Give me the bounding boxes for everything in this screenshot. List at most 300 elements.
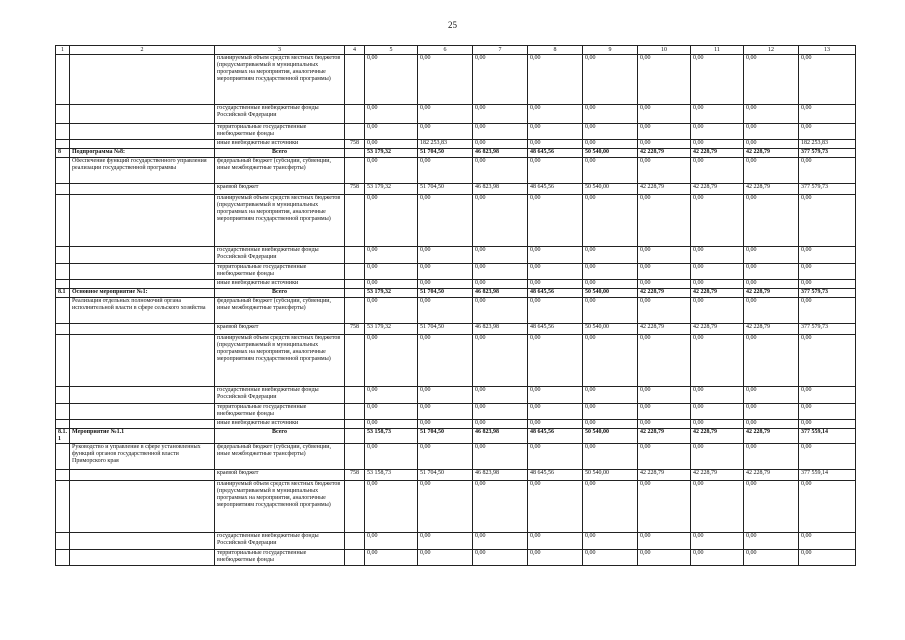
value-cell: 42 228,79 <box>691 149 744 158</box>
value-cell: 0,00 <box>528 533 583 550</box>
value-cell: 0,00 <box>418 105 473 124</box>
value-cell: 46 823,98 <box>473 184 528 195</box>
value-cell: 0,00 <box>528 158 583 184</box>
value-cell: 0,00 <box>418 335 473 387</box>
value-cell: 0,00 <box>744 55 799 105</box>
row-number-cell <box>56 264 70 280</box>
value-cell: 42 228,79 <box>691 289 744 298</box>
header-cell: 8 <box>528 46 583 55</box>
value-cell: 0,00 <box>799 444 856 470</box>
value-cell: 0,00 <box>744 140 799 149</box>
value-cell: 0,00 <box>473 298 528 324</box>
value-cell: 0,00 <box>365 247 418 264</box>
value-cell: 0,00 <box>691 298 744 324</box>
table-header-row <box>56 46 856 55</box>
table-row <box>56 195 856 247</box>
value-cell: 42 228,79 <box>691 470 744 481</box>
value-cell: 46 823,98 <box>473 324 528 335</box>
budget-table <box>55 45 856 566</box>
value-cell: 42 228,79 <box>744 149 799 158</box>
value-cell: 42 228,79 <box>691 184 744 195</box>
program-name-cell: Обеспечение функций государственного управления реализации государственной программы <box>70 158 215 184</box>
value-cell: 0,00 <box>691 533 744 550</box>
value-cell: 0,00 <box>528 481 583 533</box>
value-cell: 0,00 <box>418 420 473 429</box>
funding-source-cell: территориальные государственные внебюджетные фонды <box>215 124 345 140</box>
value-cell: 0,00 <box>799 264 856 280</box>
grbs-code-cell <box>345 429 365 444</box>
value-cell: 0,00 <box>473 280 528 289</box>
program-name-cell: Руководство и управление в сфере установленных функций органов государственной власти Приморского края <box>70 444 215 470</box>
value-cell: 0,00 <box>744 195 799 247</box>
row-number-cell <box>56 444 70 470</box>
program-name-cell <box>70 324 215 335</box>
value-cell: 0,00 <box>418 550 473 566</box>
value-cell: 0,00 <box>365 420 418 429</box>
grbs-code-cell <box>345 289 365 298</box>
program-name-cell <box>70 470 215 481</box>
value-cell: 0,00 <box>583 247 638 264</box>
header-cell: 5 <box>365 46 418 55</box>
value-cell: 0,00 <box>365 105 418 124</box>
value-cell: 50 540,00 <box>583 184 638 195</box>
value-cell: 0,00 <box>691 158 744 184</box>
value-cell: 51 704,50 <box>418 324 473 335</box>
value-cell: 42 228,79 <box>691 324 744 335</box>
value-cell: 0,00 <box>691 420 744 429</box>
value-cell: 0,00 <box>583 195 638 247</box>
grbs-code-cell: 758 <box>345 140 365 149</box>
value-cell: 48 645,56 <box>528 470 583 481</box>
value-cell: 0,00 <box>365 140 418 149</box>
grbs-code-cell <box>345 55 365 105</box>
value-cell: 0,00 <box>638 264 691 280</box>
grbs-code-cell <box>345 481 365 533</box>
funding-source-cell: краевой бюджет <box>215 324 345 335</box>
value-cell: 48 645,56 <box>528 324 583 335</box>
value-cell: 0,00 <box>528 404 583 420</box>
value-cell: 0,00 <box>528 550 583 566</box>
grbs-code-cell: 758 <box>345 184 365 195</box>
grbs-code-cell <box>345 264 365 280</box>
row-number-cell: 8.1.1 <box>56 429 70 444</box>
table-row <box>56 280 856 289</box>
grbs-code-cell <box>345 247 365 264</box>
table-row <box>56 387 856 404</box>
value-cell: 0,00 <box>638 158 691 184</box>
table-row <box>56 470 856 481</box>
value-cell: 0,00 <box>418 298 473 324</box>
page-number: 25 <box>448 20 457 30</box>
program-name-cell <box>70 124 215 140</box>
value-cell: 0,00 <box>473 550 528 566</box>
value-cell: 51 704,50 <box>418 184 473 195</box>
value-cell: 0,00 <box>691 550 744 566</box>
value-cell: 0,00 <box>418 444 473 470</box>
value-cell: 0,00 <box>528 105 583 124</box>
value-cell: 0,00 <box>744 420 799 429</box>
value-cell: 50 540,00 <box>583 289 638 298</box>
funding-source-cell: федеральный бюджет (субсидии, субвенции, иные межбюджетные трансферты) <box>215 444 345 470</box>
value-cell: 0,00 <box>365 280 418 289</box>
value-cell: 50 540,00 <box>583 149 638 158</box>
value-cell: 0,00 <box>638 444 691 470</box>
header-cell: 12 <box>744 46 799 55</box>
value-cell: 46 823,98 <box>473 429 528 444</box>
funding-source-cell: Всего <box>215 429 345 444</box>
header-cell: 9 <box>583 46 638 55</box>
table-row <box>56 264 856 280</box>
funding-source-cell: иные внебюджетные источники <box>215 420 345 429</box>
value-cell: 0,00 <box>473 140 528 149</box>
row-number-cell <box>56 481 70 533</box>
value-cell: 0,00 <box>473 335 528 387</box>
value-cell: 0,00 <box>418 264 473 280</box>
value-cell: 377 579,73 <box>799 184 856 195</box>
value-cell: 0,00 <box>744 264 799 280</box>
value-cell: 0,00 <box>638 280 691 289</box>
table-row <box>56 247 856 264</box>
value-cell: 0,00 <box>473 195 528 247</box>
funding-source-cell: территориальные государственные внебюджетные фонды <box>215 550 345 566</box>
value-cell: 0,00 <box>365 158 418 184</box>
value-cell: 0,00 <box>528 264 583 280</box>
program-name-cell <box>70 195 215 247</box>
table-row <box>56 55 856 105</box>
table-row <box>56 444 856 470</box>
value-cell: 0,00 <box>799 298 856 324</box>
table-row <box>56 149 856 158</box>
value-cell: 0,00 <box>691 264 744 280</box>
funding-source-cell: государственные внебюджетные фонды Российской Федерации <box>215 247 345 264</box>
value-cell: 0,00 <box>638 55 691 105</box>
value-cell: 46 823,98 <box>473 470 528 481</box>
value-cell: 0,00 <box>583 420 638 429</box>
value-cell: 50 540,00 <box>583 429 638 444</box>
value-cell: 50 540,00 <box>583 470 638 481</box>
value-cell: 0,00 <box>744 533 799 550</box>
table-row <box>56 404 856 420</box>
value-cell: 0,00 <box>583 335 638 387</box>
value-cell: 0,00 <box>418 481 473 533</box>
program-name-cell <box>70 140 215 149</box>
table-row <box>56 140 856 149</box>
header-cell: 6 <box>418 46 473 55</box>
table-row <box>56 298 856 324</box>
value-cell: 0,00 <box>365 335 418 387</box>
funding-source-cell: планируемый объем средств местных бюджетов (предусматриваемый в муниципальных программах на мероприятия, аналогичные мероприятиям государственной программы) <box>215 335 345 387</box>
funding-source-cell: иные внебюджетные источники <box>215 140 345 149</box>
value-cell: 0,00 <box>473 533 528 550</box>
value-cell: 0,00 <box>418 387 473 404</box>
value-cell: 0,00 <box>583 550 638 566</box>
value-cell: 0,00 <box>799 481 856 533</box>
funding-source-cell: планируемый объем средств местных бюджетов (предусматриваемый в муниципальных программах на мероприятия, аналогичные мероприятиям государственной программы) <box>215 481 345 533</box>
value-cell: 0,00 <box>691 404 744 420</box>
value-cell: 0,00 <box>583 124 638 140</box>
grbs-code-cell <box>345 195 365 247</box>
row-number-cell <box>56 387 70 404</box>
program-name-cell <box>70 335 215 387</box>
value-cell: 0,00 <box>744 335 799 387</box>
value-cell: 0,00 <box>473 264 528 280</box>
header-cell: 7 <box>473 46 528 55</box>
value-cell: 0,00 <box>365 264 418 280</box>
value-cell: 0,00 <box>528 247 583 264</box>
table-row <box>56 324 856 335</box>
value-cell: 42 228,79 <box>744 470 799 481</box>
header-cell: 2 <box>70 46 215 55</box>
program-name-cell: Мероприятие №1.1 <box>70 429 215 444</box>
value-cell: 0,00 <box>473 444 528 470</box>
value-cell: 51 704,50 <box>418 149 473 158</box>
value-cell: 0,00 <box>691 124 744 140</box>
value-cell: 0,00 <box>799 335 856 387</box>
program-name-cell <box>70 387 215 404</box>
value-cell: 0,00 <box>638 247 691 264</box>
value-cell: 0,00 <box>583 387 638 404</box>
grbs-code-cell <box>345 335 365 387</box>
value-cell: 42 228,79 <box>638 149 691 158</box>
value-cell: 0,00 <box>744 481 799 533</box>
value-cell: 0,00 <box>638 298 691 324</box>
value-cell: 0,00 <box>365 55 418 105</box>
value-cell: 0,00 <box>418 247 473 264</box>
value-cell: 0,00 <box>473 124 528 140</box>
program-name-cell: Подпрограмма №8: <box>70 149 215 158</box>
value-cell: 0,00 <box>528 298 583 324</box>
header-cell: 10 <box>638 46 691 55</box>
program-name-cell <box>70 550 215 566</box>
value-cell: 0,00 <box>365 298 418 324</box>
value-cell: 48 645,56 <box>528 184 583 195</box>
value-cell: 42 228,79 <box>744 429 799 444</box>
value-cell: 0,00 <box>638 550 691 566</box>
value-cell: 0,00 <box>638 105 691 124</box>
value-cell: 0,00 <box>799 55 856 105</box>
program-name-cell <box>70 264 215 280</box>
value-cell: 0,00 <box>638 335 691 387</box>
grbs-code-cell: 758 <box>345 324 365 335</box>
funding-source-cell: государственные внебюджетные фонды Российской Федерации <box>215 105 345 124</box>
value-cell: 0,00 <box>528 280 583 289</box>
value-cell: 0,00 <box>799 158 856 184</box>
value-cell: 51 704,50 <box>418 289 473 298</box>
value-cell: 0,00 <box>799 124 856 140</box>
value-cell: 0,00 <box>473 404 528 420</box>
funding-source-cell: краевой бюджет <box>215 184 345 195</box>
value-cell: 0,00 <box>473 247 528 264</box>
row-number-cell <box>56 105 70 124</box>
value-cell: 377 579,73 <box>799 289 856 298</box>
value-cell: 0,00 <box>528 335 583 387</box>
value-cell: 0,00 <box>744 158 799 184</box>
value-cell: 0,00 <box>583 264 638 280</box>
value-cell: 0,00 <box>638 195 691 247</box>
value-cell: 0,00 <box>528 124 583 140</box>
table-row <box>56 429 856 444</box>
row-number-cell <box>56 420 70 429</box>
program-name-cell: Реализация отдельных полномочий органа исполнительной власти в сфере сельского хозяйства <box>70 298 215 324</box>
table-row <box>56 420 856 429</box>
value-cell: 0,00 <box>799 404 856 420</box>
funding-source-cell: федеральный бюджет (субсидии, субвенции, иные межбюджетные трансферты) <box>215 158 345 184</box>
grbs-code-cell <box>345 420 365 429</box>
value-cell: 0,00 <box>744 444 799 470</box>
value-cell: 0,00 <box>691 105 744 124</box>
value-cell: 0,00 <box>691 335 744 387</box>
table-row <box>56 481 856 533</box>
program-name-cell <box>70 55 215 105</box>
value-cell: 0,00 <box>583 140 638 149</box>
value-cell: 0,00 <box>799 550 856 566</box>
value-cell: 0,00 <box>638 481 691 533</box>
value-cell: 0,00 <box>365 387 418 404</box>
value-cell: 0,00 <box>365 444 418 470</box>
funding-source-cell: федеральный бюджет (субсидии, субвенции, иные межбюджетные трансферты) <box>215 298 345 324</box>
value-cell: 0,00 <box>638 404 691 420</box>
row-number-cell <box>56 124 70 140</box>
program-name-cell: Основное мероприятие №1: <box>70 289 215 298</box>
value-cell: 0,00 <box>528 420 583 429</box>
grbs-code-cell <box>345 149 365 158</box>
value-cell: 53 158,73 <box>365 470 418 481</box>
table-row <box>56 105 856 124</box>
program-name-cell <box>70 481 215 533</box>
row-number-cell <box>56 55 70 105</box>
value-cell: 0,00 <box>473 420 528 429</box>
value-cell: 0,00 <box>418 55 473 105</box>
value-cell: 0,00 <box>744 298 799 324</box>
value-cell: 0,00 <box>799 105 856 124</box>
row-number-cell <box>56 140 70 149</box>
value-cell: 377 579,73 <box>799 149 856 158</box>
funding-source-cell: Всего <box>215 289 345 298</box>
value-cell: 0,00 <box>638 420 691 429</box>
value-cell: 0,00 <box>799 195 856 247</box>
value-cell: 182 253,83 <box>418 140 473 149</box>
value-cell: 0,00 <box>799 420 856 429</box>
value-cell: 0,00 <box>799 247 856 264</box>
value-cell: 0,00 <box>691 55 744 105</box>
value-cell: 42 228,79 <box>744 289 799 298</box>
value-cell: 0,00 <box>638 124 691 140</box>
table-row <box>56 158 856 184</box>
value-cell: 0,00 <box>583 444 638 470</box>
value-cell: 46 823,98 <box>473 149 528 158</box>
grbs-code-cell <box>345 105 365 124</box>
value-cell: 0,00 <box>799 533 856 550</box>
row-number-cell <box>56 335 70 387</box>
row-number-cell <box>56 550 70 566</box>
value-cell: 0,00 <box>528 140 583 149</box>
row-number-cell: 8 <box>56 149 70 158</box>
value-cell: 0,00 <box>799 387 856 404</box>
row-number-cell <box>56 470 70 481</box>
value-cell: 42 228,79 <box>638 429 691 444</box>
value-cell: 42 228,79 <box>691 429 744 444</box>
value-cell: 0,00 <box>365 124 418 140</box>
value-cell: 53 179,32 <box>365 149 418 158</box>
value-cell: 0,00 <box>744 404 799 420</box>
value-cell: 377 559,14 <box>799 429 856 444</box>
header-cell: 3 <box>215 46 345 55</box>
program-name-cell <box>70 184 215 195</box>
value-cell: 0,00 <box>418 404 473 420</box>
program-name-cell <box>70 105 215 124</box>
value-cell: 48 645,56 <box>528 149 583 158</box>
grbs-code-cell <box>345 533 365 550</box>
value-cell: 53 179,32 <box>365 289 418 298</box>
value-cell: 0,00 <box>744 247 799 264</box>
grbs-code-cell <box>345 444 365 470</box>
value-cell: 0,00 <box>638 387 691 404</box>
grbs-code-cell <box>345 404 365 420</box>
row-number-cell <box>56 195 70 247</box>
value-cell: 0,00 <box>473 158 528 184</box>
value-cell: 0,00 <box>583 481 638 533</box>
value-cell: 48 645,56 <box>528 429 583 444</box>
header-cell: 13 <box>799 46 856 55</box>
header-cell: 1 <box>56 46 70 55</box>
value-cell: 0,00 <box>418 124 473 140</box>
funding-source-cell: территориальные государственные внебюджетные фонды <box>215 264 345 280</box>
value-cell: 0,00 <box>365 404 418 420</box>
value-cell: 0,00 <box>528 55 583 105</box>
value-cell: 0,00 <box>528 195 583 247</box>
value-cell: 0,00 <box>473 481 528 533</box>
value-cell: 0,00 <box>365 481 418 533</box>
value-cell: 42 228,79 <box>638 184 691 195</box>
value-cell: 42 228,79 <box>638 289 691 298</box>
value-cell: 0,00 <box>744 550 799 566</box>
row-number-cell <box>56 324 70 335</box>
value-cell: 0,00 <box>744 124 799 140</box>
value-cell: 53 179,32 <box>365 324 418 335</box>
value-cell: 0,00 <box>583 158 638 184</box>
grbs-code-cell <box>345 280 365 289</box>
header-cell: 4 <box>345 46 365 55</box>
table-row <box>56 550 856 566</box>
table-row <box>56 184 856 195</box>
grbs-code-cell <box>345 550 365 566</box>
table-row <box>56 533 856 550</box>
grbs-code-cell <box>345 124 365 140</box>
program-name-cell <box>70 247 215 264</box>
value-cell: 46 823,98 <box>473 289 528 298</box>
table-row <box>56 289 856 298</box>
funding-source-cell: Всего <box>215 149 345 158</box>
grbs-code-cell <box>345 158 365 184</box>
value-cell: 0,00 <box>744 387 799 404</box>
funding-source-cell: иные внебюджетные источники <box>215 280 345 289</box>
value-cell: 0,00 <box>691 195 744 247</box>
value-cell: 0,00 <box>365 533 418 550</box>
value-cell: 0,00 <box>744 105 799 124</box>
row-number-cell <box>56 247 70 264</box>
value-cell: 0,00 <box>583 55 638 105</box>
value-cell: 0,00 <box>744 280 799 289</box>
grbs-code-cell <box>345 387 365 404</box>
value-cell: 51 704,50 <box>418 470 473 481</box>
row-number-cell <box>56 404 70 420</box>
value-cell: 0,00 <box>799 280 856 289</box>
value-cell: 0,00 <box>418 280 473 289</box>
value-cell: 0,00 <box>583 533 638 550</box>
value-cell: 0,00 <box>583 280 638 289</box>
value-cell: 42 228,79 <box>638 324 691 335</box>
value-cell: 0,00 <box>365 550 418 566</box>
